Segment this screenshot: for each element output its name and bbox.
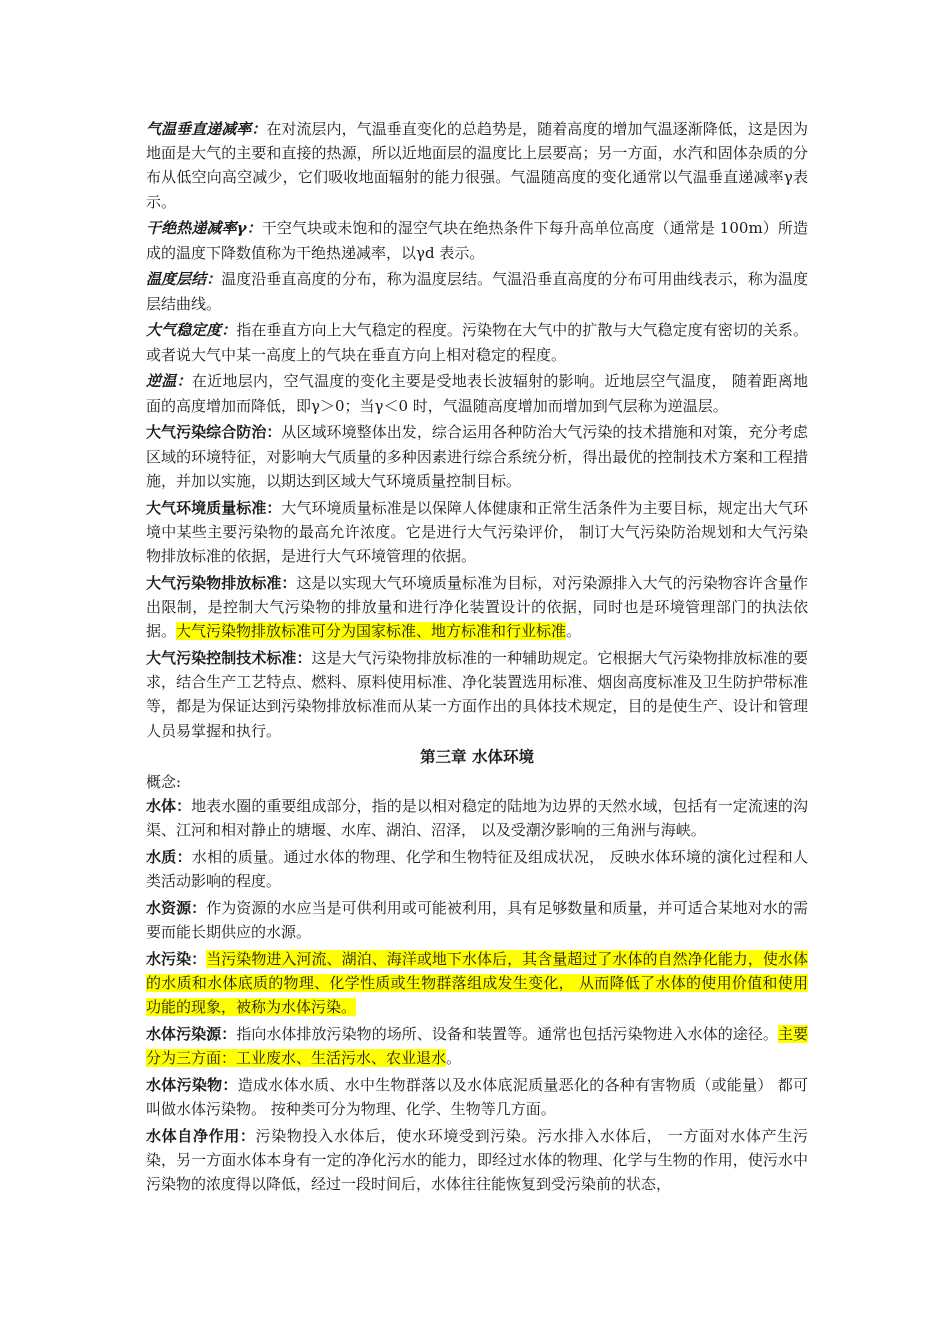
term-separator: ： [266,498,282,517]
term: 大气稳定度 [146,321,222,340]
term-separator: ： [251,120,267,138]
definition-self-purification [146,1124,808,1197]
definition-pollutant [146,1073,808,1121]
definition-water-body [146,794,808,842]
document-page [146,117,808,1199]
term-separator: ： [176,372,192,391]
definition-control-technical-standard [146,646,808,743]
chapter-title: 第三章 水体环境 [420,747,534,767]
definition-text: 大气环境质量标准是以保障人体健康和正常生活条件为主要目标，规定出大气环境中某些主要污染物的最高允许浓度。它是进行大气污染评价， 制订大气污染防治规划和大气污染物排放标准的依据，是进行大气环境管理的依据。 [146,498,808,566]
term: 大气污染物排放标准 [146,573,282,592]
term-separator: ： [296,649,312,668]
definition-text: 作为资源的水应当是可供利用或可能被利用，具有足够数量和质量，并可适合某地对水的需要而能长期供应的水源。 [146,898,808,942]
term-separator: ： [176,796,192,815]
term-separator: ： [246,219,262,238]
definition-text: 水相的质量。通过水体的物理、化学和生物特征及组成状况， 反映水体环境的演化过程和人类活动影响的程度。 [146,847,808,891]
term: 水体污染源 [146,1025,222,1044]
term: 逆温 [146,372,177,391]
term-separator: ： [239,1127,256,1146]
highlighted-text: 当污染物进入河流、湖泊、海洋或地下水体后，其含量超过了水体的自然净化能力，使水体的水质和水体底质的物理、化学性质或生物群落组成发生变化， 从而降低了水体的使用价值和使用功能的现象，被称为水体污染。 [146,949,808,1017]
term-separator: ： [281,573,297,592]
definition-text: 指向水体排放污染物的场所、设备和装置等。通常也包括污染物进入水体的途径。 [236,1025,778,1044]
term: 温度层结 [146,270,207,289]
definition-text: 从区域环境整体出发，综合运用各种防治大气污染的技术措施和对策，充分考虑区域的环境特征，对影响大气质量的多种因素进行综合系统分析，得出最优的控制技术方案和工程措施，并加以实施，以期达到区域大气环境质量控制目标。 [146,423,808,490]
definition-text: 在对流层内，气温垂直变化的总趋势是，随着高度的增加气温逐渐降低，这是因为地面是大气的主要和直接的热源，所以近地面层的温度比上层要高；另一方面，水汽和固体杂质的分布从低空向高空减少，它们吸收地面辐射的能力很强。气温随高度的变化通常以气温垂直递减率γ表示。 [146,120,808,211]
term: 水体自净作用 [146,1127,240,1146]
term-separator: ： [221,1025,237,1044]
term-separator: ： [222,1076,238,1095]
term-separator: ： [176,847,192,866]
term: 大气污染控制技术标准 [146,649,297,668]
term-separator: ： [206,270,222,289]
definition-dry-adiabatic [146,216,808,264]
definition-text: 干空气块或未饱和的湿空气块在绝热条件下每升高单位高度（通常是 100m）所造成的温度下降数值称为干绝热递减率，以γd 表示。 [146,219,808,262]
definition-text: 温度沿垂直高度的分布，称为温度层结。气温沿垂直高度的分布可用曲线表示，称为温度层结曲线。 [146,270,808,313]
definition-text: 这是以实现大气环境质量标准为目标，对污染源排入大气的污染物容许含量作出限制，是控制大气污染物的排放量和进行净化装置设计的依据，同时也是环境管理部门的执法依据。 [146,573,808,641]
definition-text: 污染物投入水体后，使水环境受到污染。污水排入水体后， 一方面对水体产生污染，另一方面水体本身有一定的净化污水的能力，即经过水体的物理、化学与生物的作用，使污水中污染物的浓度得以降低，经过一段时间后，水体往往能恢复到受污染前的状态， [146,1127,808,1194]
definition-air-quality-standard [146,496,808,569]
term: 水体污染物 [146,1076,223,1095]
definition-text: 指在垂直方向上大气稳定的程度。污染物在大气中的扩散与大气稳定度有密切的关系。或者说大气中某一高度上的气块在垂直方向上相对稳定的程度。 [146,321,808,364]
term-separator: ： [266,423,282,442]
definition-text: 在近地层内，空气温度的变化主要是受地表长波辐射的影响。近地层空气温度， 随着距离地面的高度增加而降低，即γ＞0；当γ＜0 时，气温随高度增加而增加到气层称为逆温层。 [146,372,808,415]
period: 。 [566,622,582,641]
term: 水质 [146,847,177,866]
term: 大气环境质量标准 [146,498,267,517]
definition-text: 这是大气污染物排放标准的一种辅助规定。它根据大气污染物排放标准的要求，结合生产工艺特点、燃料、原料使用标准、净化装置选用标准、烟囱高度标准及卫生防护带标准等，都是为保证达到污染物排放标准而从某一方面作出的具体技术规定，目的是使生产、设计和管理人员易掌握和执行。 [146,649,808,740]
term-separator: ： [191,898,207,917]
term: 水体 [146,796,177,815]
definition-comprehensive-control [146,420,808,493]
definition-water-pollution [146,947,808,1020]
definition-text: 造成水体水质、水中生物群落以及水体底泥质量恶化的各种有害物质（或能量） 都可叫做水体污染物。 按种类可分为物理、化学、生物等几方面。 [146,1076,808,1119]
definition-water-quality [146,845,808,893]
definition-stratification [146,267,808,315]
definition-water-resource [146,896,808,944]
period: 。 [446,1049,462,1068]
highlighted-text: 大气污染物排放标准可分为国家标准、地方标准和行业标准 [176,622,567,641]
term: 气温垂直递减率 [146,120,252,138]
section-label: 概念: [146,772,182,791]
term: 大气污染综合防治 [146,423,267,442]
term: 水污染 [146,949,192,968]
term-separator: ： [191,949,207,968]
highlighted-text: 主要分为三方面：工业废水、生活污水、农业退水 [146,1025,808,1068]
term: 水资源 [146,898,192,917]
definition-lapse-rate [146,117,808,214]
definition-stability [146,318,808,366]
definition-emission-standard [146,571,808,644]
definition-inversion [146,369,808,417]
definition-text: 地表水圈的重要组成部分，指的是以相对稳定的陆地为边界的天然水域，包括有一定流速的沟渠、江河和相对静止的塘堰、水库、湖泊、沼泽， 以及受潮汐影响的三角洲与海峡。 [146,796,808,840]
definition-pollution-source [146,1022,808,1070]
term-separator: ： [221,321,237,340]
term: 干绝热递减率γ [146,219,247,238]
